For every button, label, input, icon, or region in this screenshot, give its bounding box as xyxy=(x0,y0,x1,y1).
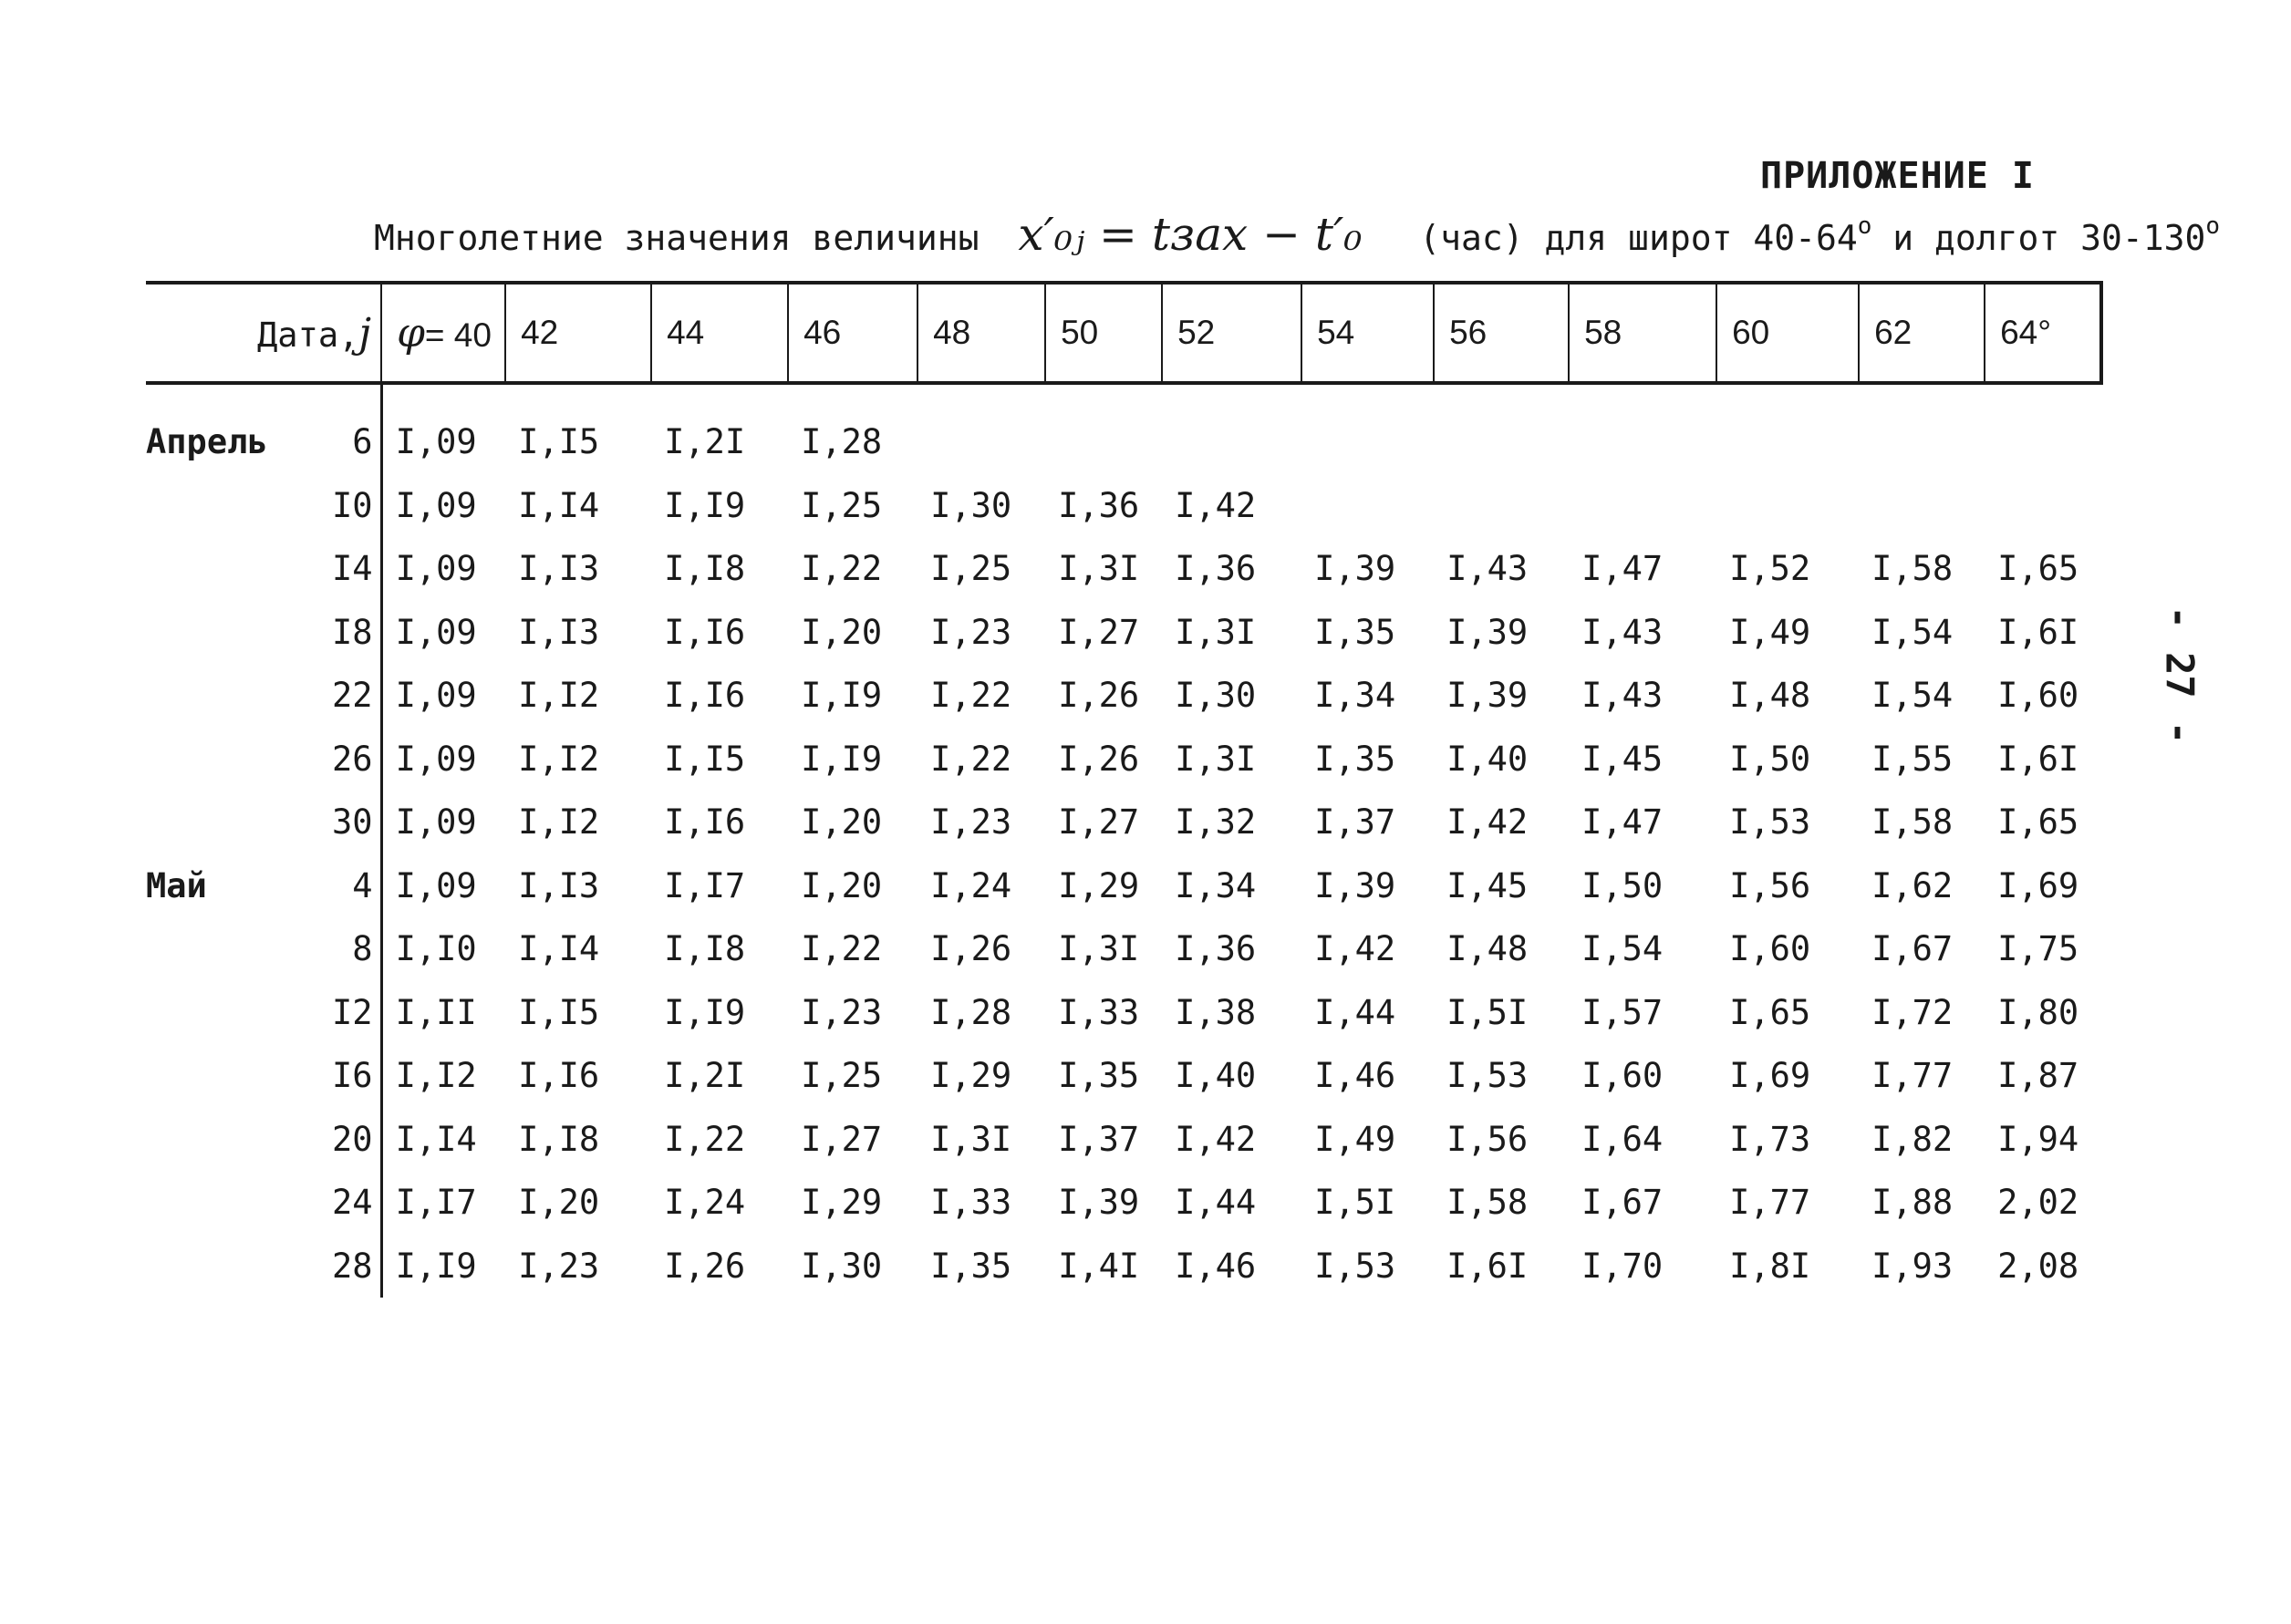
table-row xyxy=(146,1108,2101,1172)
value-cell: I,65 xyxy=(1997,549,2079,589)
value-cell: I,I2 xyxy=(518,802,600,843)
value-cell: I,I3 xyxy=(518,612,600,652)
value-cell: I,09 xyxy=(395,739,477,779)
value-cell: I,I2 xyxy=(518,739,600,779)
value-cell: I,53 xyxy=(1446,1056,1529,1096)
value-cell: I,42 xyxy=(1175,485,1257,525)
value-cell: I,I6 xyxy=(518,1056,600,1096)
value-cell: I,I9 xyxy=(801,739,883,779)
latitude-header xyxy=(651,283,788,383)
value-cell: I,60 xyxy=(1997,676,2079,716)
month-cell xyxy=(146,1171,319,1235)
latitude-header-label: 52 xyxy=(1177,314,1216,351)
value-cell: I,29 xyxy=(1058,865,1140,905)
value-cell: I,35 xyxy=(1314,739,1396,779)
value-cell: I,50 xyxy=(1729,739,1811,779)
value-cell: I,56 xyxy=(1729,865,1811,905)
value-cell: I,4I xyxy=(1058,1246,1140,1286)
day-cell: 28 xyxy=(319,1235,381,1298)
value-cell: I,56 xyxy=(1446,1119,1529,1159)
value-cell: I,22 xyxy=(801,929,883,969)
latitude-header-label: 64° xyxy=(2000,314,2052,351)
value-cell: I,45 xyxy=(1446,865,1529,905)
title-formula: x′₀ⱼ = tзах − t′₀ xyxy=(1018,208,1363,261)
latitude-header-label: 62 xyxy=(1874,314,1913,351)
value-cell: I,48 xyxy=(1446,929,1529,969)
latitude-header-label: 42 xyxy=(521,314,559,351)
value-cell: I,73 xyxy=(1729,1119,1811,1159)
day-cell: I8 xyxy=(319,601,381,665)
value-cell: I,54 xyxy=(1871,612,1954,652)
value-cell: I,I3 xyxy=(518,549,600,589)
value-cell xyxy=(1301,383,1434,474)
table-row xyxy=(146,854,2101,918)
value-cell: I,25 xyxy=(801,1056,883,1096)
month-cell xyxy=(146,917,319,981)
value-cell: I,39 xyxy=(1446,612,1529,652)
value-cell: I,53 xyxy=(1314,1246,1396,1286)
value-cell: I,I8 xyxy=(664,549,746,589)
day-cell: 6 xyxy=(319,383,381,474)
month-cell xyxy=(146,537,319,601)
value-cell: I,36 xyxy=(1058,485,1140,525)
month-cell xyxy=(146,474,319,538)
date-header-label: Дата, xyxy=(257,315,359,355)
value-cell: I,35 xyxy=(1058,1056,1140,1096)
value-cell: I,25 xyxy=(930,549,1012,589)
appendix-label: ПРИЛОЖЕНИЕ I xyxy=(1760,155,2035,197)
value-cell: I,39 xyxy=(1314,549,1396,589)
table-row xyxy=(146,1171,2101,1235)
latitude-header xyxy=(1569,283,1716,383)
title-degree-2: o xyxy=(2205,212,2221,240)
value-cell xyxy=(1859,474,1985,538)
value-cell: I,53 xyxy=(1729,802,1811,843)
value-cell: I,30 xyxy=(1175,676,1257,716)
data-table xyxy=(146,281,2103,1298)
value-cell: I,6I xyxy=(1997,612,2079,652)
value-cell: I,57 xyxy=(1581,992,1664,1032)
value-cell: I,20 xyxy=(801,802,883,843)
value-cell: I,26 xyxy=(664,1246,746,1286)
latitude-header xyxy=(917,283,1045,383)
value-cell: I,43 xyxy=(1581,676,1664,716)
latitude-header-label: = 40 xyxy=(424,315,492,354)
value-cell: I,27 xyxy=(1058,612,1140,652)
latitude-header-label: 46 xyxy=(803,314,842,351)
latitude-header-label: 50 xyxy=(1061,314,1099,351)
table-row xyxy=(146,728,2101,791)
value-cell: I,I5 xyxy=(518,992,600,1032)
value-cell: I,48 xyxy=(1729,676,1811,716)
table-row xyxy=(146,791,2101,854)
value-cell: I,87 xyxy=(1997,1056,2079,1096)
value-cell: I,32 xyxy=(1175,802,1257,843)
value-cell: I,I4 xyxy=(395,1119,477,1159)
day-cell: 26 xyxy=(319,728,381,791)
value-cell: I,23 xyxy=(518,1246,600,1286)
value-cell: I,40 xyxy=(1175,1056,1257,1096)
value-cell: I,54 xyxy=(1581,929,1664,969)
value-cell: I,69 xyxy=(1997,865,2079,905)
value-cell: I,54 xyxy=(1871,676,1954,716)
value-cell: I,49 xyxy=(1314,1119,1396,1159)
table-row xyxy=(146,981,2101,1045)
month-cell: Апрель xyxy=(146,422,268,462)
value-cell: I,27 xyxy=(801,1119,883,1159)
value-cell xyxy=(1985,474,2101,538)
value-cell: I,3I xyxy=(1175,739,1257,779)
value-cell: I,75 xyxy=(1997,929,2079,969)
value-cell xyxy=(917,383,1045,474)
value-cell: I,44 xyxy=(1175,1183,1257,1223)
value-cell: I,58 xyxy=(1871,802,1954,843)
value-cell: I,36 xyxy=(1175,929,1257,969)
value-cell: I,I9 xyxy=(395,1246,477,1286)
value-cell: I,58 xyxy=(1871,549,1954,589)
day-cell: I0 xyxy=(319,474,381,538)
latitude-header-label: 48 xyxy=(933,314,971,351)
value-cell: I,33 xyxy=(930,1183,1012,1223)
value-cell: I,I2 xyxy=(518,676,600,716)
date-column-header xyxy=(146,283,381,383)
value-cell: I,58 xyxy=(1446,1183,1529,1223)
value-cell xyxy=(1434,474,1569,538)
value-cell: I,09 xyxy=(395,485,477,525)
date-symbol: j xyxy=(358,309,372,357)
value-cell: I,28 xyxy=(930,992,1012,1032)
value-cell: I,I0 xyxy=(395,929,477,969)
value-cell: I,37 xyxy=(1314,802,1396,843)
value-cell: I,29 xyxy=(801,1183,883,1223)
value-cell: I,39 xyxy=(1446,676,1529,716)
day-cell: 4 xyxy=(319,854,381,918)
data-table-wrapper xyxy=(146,281,2103,1298)
value-cell: I,42 xyxy=(1314,929,1396,969)
value-cell: I,2I xyxy=(664,1056,746,1096)
value-cell: I,22 xyxy=(801,549,883,589)
month-cell xyxy=(146,601,319,665)
value-cell: I,22 xyxy=(930,739,1012,779)
value-cell: I,60 xyxy=(1581,1056,1664,1096)
day-cell: I2 xyxy=(319,981,381,1045)
month-cell xyxy=(146,728,319,791)
value-cell: I,30 xyxy=(930,485,1012,525)
value-cell: I,I3 xyxy=(518,865,600,905)
month-cell xyxy=(146,664,319,728)
latitude-header xyxy=(788,283,917,383)
value-cell: I,77 xyxy=(1729,1183,1811,1223)
value-cell: I,I6 xyxy=(664,612,746,652)
value-cell: I,72 xyxy=(1871,992,1954,1032)
value-cell: I,39 xyxy=(1314,865,1396,905)
value-cell: I,67 xyxy=(1871,929,1954,969)
value-cell xyxy=(1569,383,1716,474)
value-cell: I,69 xyxy=(1729,1056,1811,1096)
value-cell: I,27 xyxy=(1058,802,1140,843)
day-cell: I4 xyxy=(319,537,381,601)
value-cell: I,20 xyxy=(801,612,883,652)
value-cell: I,45 xyxy=(1581,739,1664,779)
value-cell: I,I8 xyxy=(664,929,746,969)
title-degree-1: o xyxy=(1857,212,1872,240)
value-cell: I,60 xyxy=(1729,929,1811,969)
month-cell xyxy=(146,1235,319,1298)
value-cell: I,22 xyxy=(664,1119,746,1159)
value-cell: I,43 xyxy=(1446,549,1529,589)
month-cell xyxy=(146,791,319,854)
day-cell: 24 xyxy=(319,1171,381,1235)
value-cell xyxy=(1301,474,1434,538)
value-cell: I,5I xyxy=(1314,1183,1396,1223)
value-cell: I,42 xyxy=(1446,802,1529,843)
value-cell: I,I5 xyxy=(518,422,600,462)
value-cell: I,39 xyxy=(1058,1183,1140,1223)
value-cell: I,I4 xyxy=(518,929,600,969)
value-cell xyxy=(1716,383,1859,474)
value-cell: 2,02 xyxy=(1997,1183,2079,1223)
latitude-header xyxy=(505,283,651,383)
value-cell: I,88 xyxy=(1871,1183,1954,1223)
value-cell: I,65 xyxy=(1997,802,2079,843)
value-cell: I,42 xyxy=(1175,1119,1257,1159)
value-cell: I,I5 xyxy=(664,739,746,779)
value-cell: I,22 xyxy=(930,676,1012,716)
value-cell: I,40 xyxy=(1446,739,1529,779)
value-cell: I,49 xyxy=(1729,612,1811,652)
value-cell: I,28 xyxy=(801,422,883,462)
table-row xyxy=(146,1235,2101,1298)
value-cell: I,47 xyxy=(1581,802,1664,843)
value-cell: I,09 xyxy=(395,802,477,843)
latitude-header-label: 44 xyxy=(667,314,705,351)
value-cell: I,29 xyxy=(930,1056,1012,1096)
value-cell: I,46 xyxy=(1175,1246,1257,1286)
month-cell: Май xyxy=(146,865,207,905)
month-cell xyxy=(146,981,319,1045)
value-cell: I,09 xyxy=(395,549,477,589)
value-cell: I,37 xyxy=(1058,1119,1140,1159)
value-cell: I,2I xyxy=(664,422,746,462)
latitude-header xyxy=(1985,283,2101,383)
value-cell: I,36 xyxy=(1175,549,1257,589)
value-cell: I,I9 xyxy=(664,485,746,525)
value-cell: I,52 xyxy=(1729,549,1811,589)
value-cell: I,20 xyxy=(518,1183,600,1223)
value-cell xyxy=(1985,383,2101,474)
value-cell: I,3I xyxy=(1058,549,1140,589)
value-cell: I,3I xyxy=(1175,612,1257,652)
value-cell: I,34 xyxy=(1314,676,1396,716)
latitude-header xyxy=(1434,283,1569,383)
table-title xyxy=(374,208,2220,261)
phi-symbol: φ xyxy=(397,309,425,357)
table-row xyxy=(146,664,2101,728)
latitude-header xyxy=(1045,283,1162,383)
value-cell: I,80 xyxy=(1997,992,2079,1032)
value-cell xyxy=(1716,474,1859,538)
value-cell: I,I6 xyxy=(664,676,746,716)
value-cell: I,3I xyxy=(930,1119,1012,1159)
table-row xyxy=(146,1044,2101,1108)
value-cell: I,26 xyxy=(1058,676,1140,716)
value-cell: I,I7 xyxy=(664,865,746,905)
table-body xyxy=(146,383,2101,1298)
latitude-header xyxy=(1162,283,1301,383)
day-cell: I6 xyxy=(319,1044,381,1108)
latitude-header-label: 58 xyxy=(1584,314,1622,351)
value-cell: I,47 xyxy=(1581,549,1664,589)
value-cell: I,8I xyxy=(1729,1246,1811,1286)
value-cell: I,I6 xyxy=(664,802,746,843)
value-cell: I,30 xyxy=(801,1246,883,1286)
value-cell: I,82 xyxy=(1871,1119,1954,1159)
value-cell: I,I4 xyxy=(518,485,600,525)
value-cell: I,24 xyxy=(664,1183,746,1223)
value-cell: I,24 xyxy=(930,865,1012,905)
value-cell: I,38 xyxy=(1175,992,1257,1032)
title-suffix-2: и долгот 30-130 xyxy=(1871,218,2206,258)
day-cell: 8 xyxy=(319,917,381,981)
value-cell: I,20 xyxy=(801,865,883,905)
value-cell: I,62 xyxy=(1871,865,1954,905)
latitude-header-label: 56 xyxy=(1449,314,1488,351)
month-cell xyxy=(146,1044,319,1108)
value-cell: I,II xyxy=(395,992,477,1032)
table-row xyxy=(146,537,2101,601)
latitude-header-label: 60 xyxy=(1732,314,1770,351)
value-cell: I,93 xyxy=(1871,1246,1954,1286)
latitude-header xyxy=(381,283,505,383)
page-number: - 27 - xyxy=(2157,605,2203,745)
value-cell: I,25 xyxy=(801,485,883,525)
value-cell: I,70 xyxy=(1581,1246,1664,1286)
value-cell: I,33 xyxy=(1058,992,1140,1032)
table-row xyxy=(146,474,2101,538)
value-cell: 2,08 xyxy=(1997,1246,2079,1286)
value-cell: I,I9 xyxy=(664,992,746,1032)
table-row xyxy=(146,601,2101,665)
value-cell: I,35 xyxy=(1314,612,1396,652)
value-cell: I,6I xyxy=(1446,1246,1529,1286)
value-cell: I,77 xyxy=(1871,1056,1954,1096)
value-cell: I,26 xyxy=(1058,739,1140,779)
value-cell: I,50 xyxy=(1581,865,1664,905)
value-cell: I,94 xyxy=(1997,1119,2079,1159)
value-cell: I,65 xyxy=(1729,992,1811,1032)
value-cell: I,I9 xyxy=(801,676,883,716)
value-cell: I,6I xyxy=(1997,739,2079,779)
header-row xyxy=(146,283,2101,383)
value-cell: I,44 xyxy=(1314,992,1396,1032)
value-cell: I,09 xyxy=(395,676,477,716)
latitude-header xyxy=(1301,283,1434,383)
table-row xyxy=(146,383,2101,474)
value-cell: I,09 xyxy=(395,865,477,905)
value-cell: I,23 xyxy=(930,802,1012,843)
value-cell: I,46 xyxy=(1314,1056,1396,1096)
title-prefix: Многолетние значения величины xyxy=(374,218,980,258)
value-cell xyxy=(1859,383,1985,474)
latitude-header xyxy=(1859,283,1985,383)
value-cell: I,26 xyxy=(930,929,1012,969)
latitude-header-label: 54 xyxy=(1317,314,1355,351)
value-cell xyxy=(1045,383,1162,474)
day-cell: 22 xyxy=(319,664,381,728)
value-cell: I,09 xyxy=(395,422,477,462)
table-row xyxy=(146,917,2101,981)
value-cell: I,3I xyxy=(1058,929,1140,969)
value-cell: I,55 xyxy=(1871,739,1954,779)
value-cell: I,64 xyxy=(1581,1119,1664,1159)
day-cell: 20 xyxy=(319,1108,381,1172)
value-cell: I,23 xyxy=(801,992,883,1032)
latitude-header xyxy=(1716,283,1859,383)
value-cell xyxy=(1569,474,1716,538)
value-cell: I,I7 xyxy=(395,1183,477,1223)
title-suffix: (час) для широт 40-64 xyxy=(1419,218,1858,258)
value-cell xyxy=(1434,383,1569,474)
value-cell: I,I8 xyxy=(518,1119,600,1159)
day-cell: 30 xyxy=(319,791,381,854)
value-cell: I,23 xyxy=(930,612,1012,652)
value-cell: I,5I xyxy=(1446,992,1529,1032)
value-cell: I,I2 xyxy=(395,1056,477,1096)
value-cell: I,43 xyxy=(1581,612,1664,652)
value-cell: I,67 xyxy=(1581,1183,1664,1223)
value-cell: I,35 xyxy=(930,1246,1012,1286)
month-cell xyxy=(146,1108,319,1172)
value-cell: I,09 xyxy=(395,612,477,652)
value-cell xyxy=(1162,383,1301,474)
value-cell: I,34 xyxy=(1175,865,1257,905)
